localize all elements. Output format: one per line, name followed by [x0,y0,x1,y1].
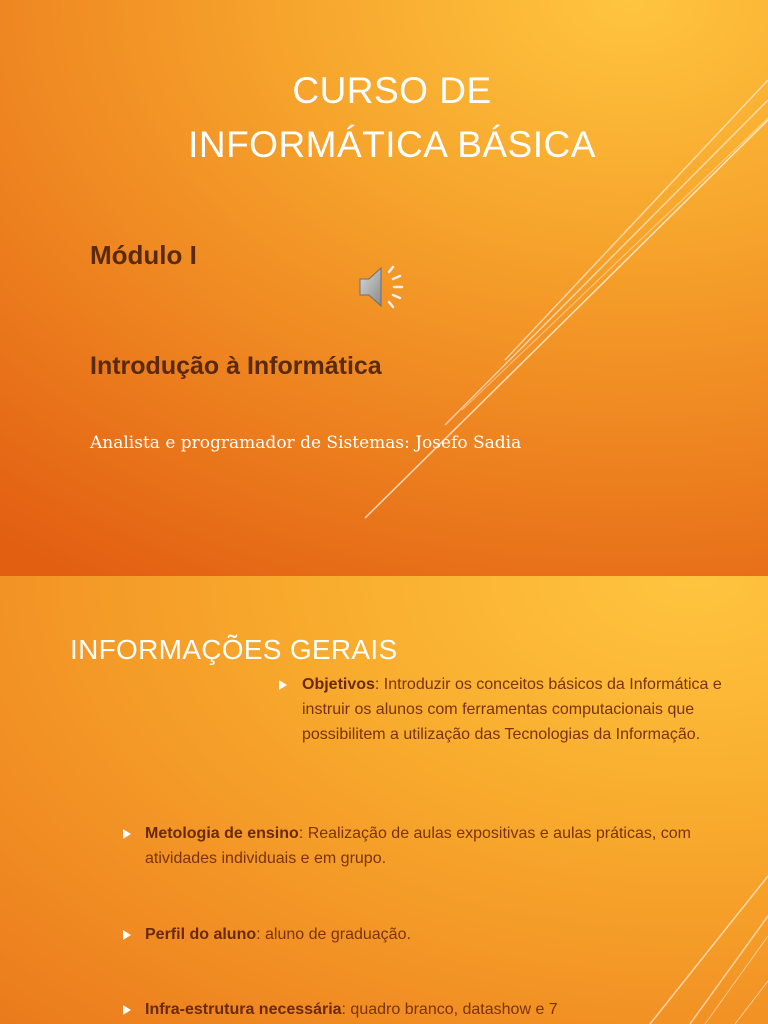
bullet-arrow-icon [123,829,131,839]
author-line: Analista e programador de Sistemas: Josefo Sadia [90,433,522,453]
bullet-perfil [145,922,720,947]
bullet-text: : Realização de aulas expositivas e aulas práticas, com atividades individuais e em grupo. [145,825,691,867]
bullet-text: : Introduzir os conceitos básicos da Informática e instruir os alunos com ferramentas computacionais que possibilitem a utilização das Tecnologias da Informação. [302,676,722,743]
bullet-metodologia [145,821,720,871]
subtitle: Introdução à Informática [90,352,382,380]
bullet-objetivos [302,672,722,747]
bullet-arrow-icon [279,680,287,690]
bullet-label: Objetivos [302,676,375,693]
info-slide [0,576,768,1024]
bullet-text: : quadro branco, datashow e 7 [341,1001,558,1018]
bullet-label: Metologia de ensino [145,825,299,842]
bullet-label: Perfil do aluno [145,926,257,943]
title-line-2: INFORMÁTICA BÁSICA [188,124,596,165]
section-title: INFORMAÇÕES GERAIS [70,634,398,665]
bullet-text: : aluno de graduação. [256,926,411,943]
bullet-infraestrutura [145,997,745,1022]
bullet-label: Infra-estrutura necessária [145,1001,342,1018]
title-line-1: CURSO DE [292,70,492,111]
module-label: Módulo I [90,240,197,270]
bullet-arrow-icon [123,1005,131,1015]
bullet-arrow-icon [123,930,131,940]
speaker-icon[interactable] [356,262,410,312]
slide-title [0,64,768,172]
